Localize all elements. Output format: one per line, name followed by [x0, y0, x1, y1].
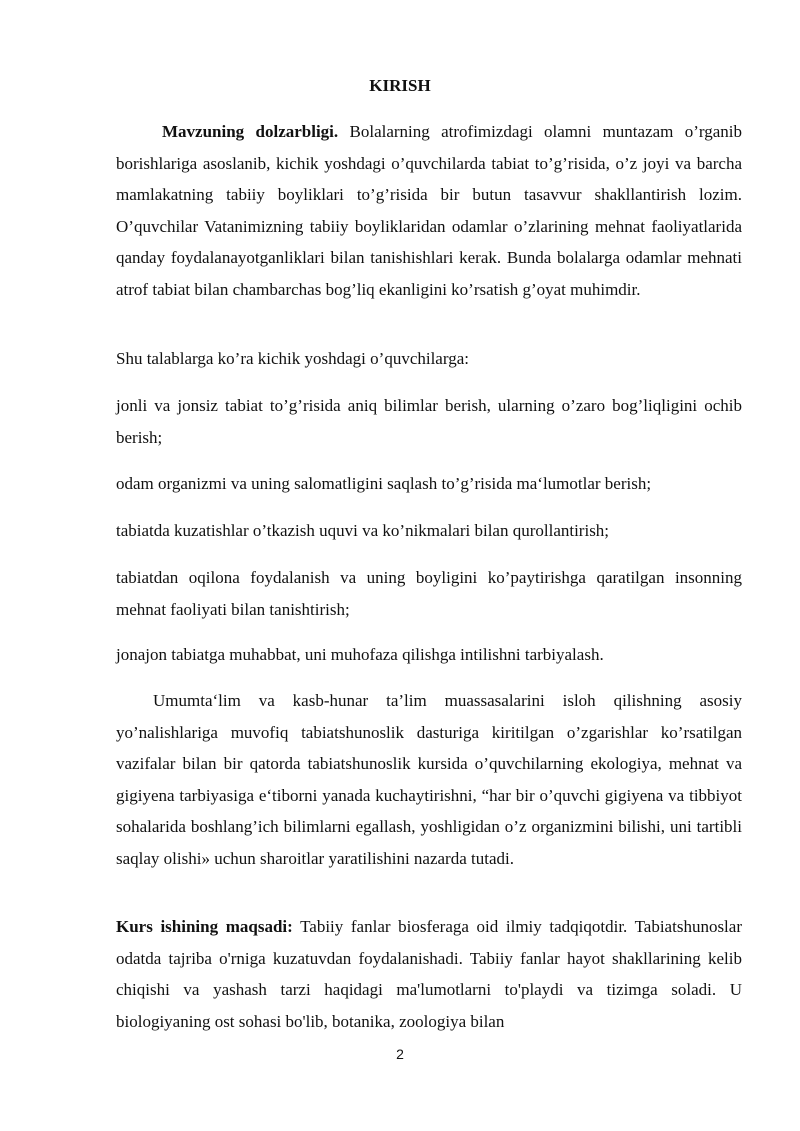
goal-label: Kurs ishining maqsadi:: [116, 917, 293, 936]
list-item: tabiatdan oqilona foydalanish va uning boyligini ko’paytirishga qaratilgan insonning mehnat faoliyati bilan tanishtirish;: [116, 568, 742, 619]
page-title: KIRISH: [369, 76, 431, 95]
list-item: tabiatda kuzatishlar o’tkazish uquvi va ko’nikmalari bilan qurollantirish;: [116, 521, 610, 540]
intro-paragraph: [116, 116, 742, 305]
goal-text: Tabiiy fanlar biosferaga oid ilmiy tadqiqotdir. Tabiatshunoslar odatda tajriba o'rniga kuzatuvdan foydalanishadi. Tabiiy fanlar hayot shakllarining kelib chiqishi va yashash tarzi haqidagi ma'lumotlarni to'playdi va tizimga soladi. U biologiyaning ost sohasi bo'lib, botanika, zoologiya bilan: [116, 917, 742, 1031]
list-item: odam organizmi va uning salomatligini saqlash to’g’risida ma‘lumotlar berish;: [116, 474, 652, 493]
page-number: 2: [396, 1046, 404, 1062]
lead-in-line: Shu talablarga ko’ra kichik yoshdagi o’quvchilarga:: [116, 349, 469, 368]
intro-label: Mavzuning dolzarbligi.: [162, 122, 339, 141]
list-item: jonli va jonsiz tabiat to’g’risida aniq bilimlar berish, ularning o’zaro bog’liqligini ochib berish;: [116, 396, 742, 447]
list-item: jonajon tabiatga muhabbat, uni muhofaza qilishga intilishni tarbiyalash.: [116, 645, 604, 664]
reform-paragraph: Umumta‘lim va kasb-hunar ta’lim muassasalarini isloh qilishning asosiy yo’nalishlariga muvofiq tabiatshunoslik dasturiga kiritilgan o’zgarishlar ko’rsatilgan vazifalar bilan bir qatorda tabiatshunoslik kursida o’quvchilarning ekologiya, mehnat va gigiyena tarbiyasiga e‘tiborni yanada kuchaytirishni, “har bir o’quvchi gigiyena va tibbiyot sohalarida boshlang’ich bilimlarni egallash, yoshligidan o’z organizmini bilishi, uni tartibli saqlay olishi» uchun sharoitlar yaratilishini nazarda tutadi.: [116, 691, 742, 868]
goal-paragraph: [116, 911, 742, 1037]
intro-text: Bolalarning atrofimizdagi olamni muntazam o’rganib borishlariga asoslanib, kichik yoshdagi o’quvchilarda tabiat to’g’risida, o’z joyi va barcha mamlakatning tabiiy boyliklari to’g’risida bir butun tasavvur shakllantirish lozim. O’quvchilar Vatanimizning tabiiy boyliklaridan odamlar o’zlarining mehnat faoliyatlarida qanday foydalanayotganliklari bilan tanishishlari kerak. Bunda bolalarga odamlar mehnati atrof tabiat bilan chambarchas bog’liq ekanligini ko’rsatish g’oyat muhimdir.: [116, 122, 743, 299]
